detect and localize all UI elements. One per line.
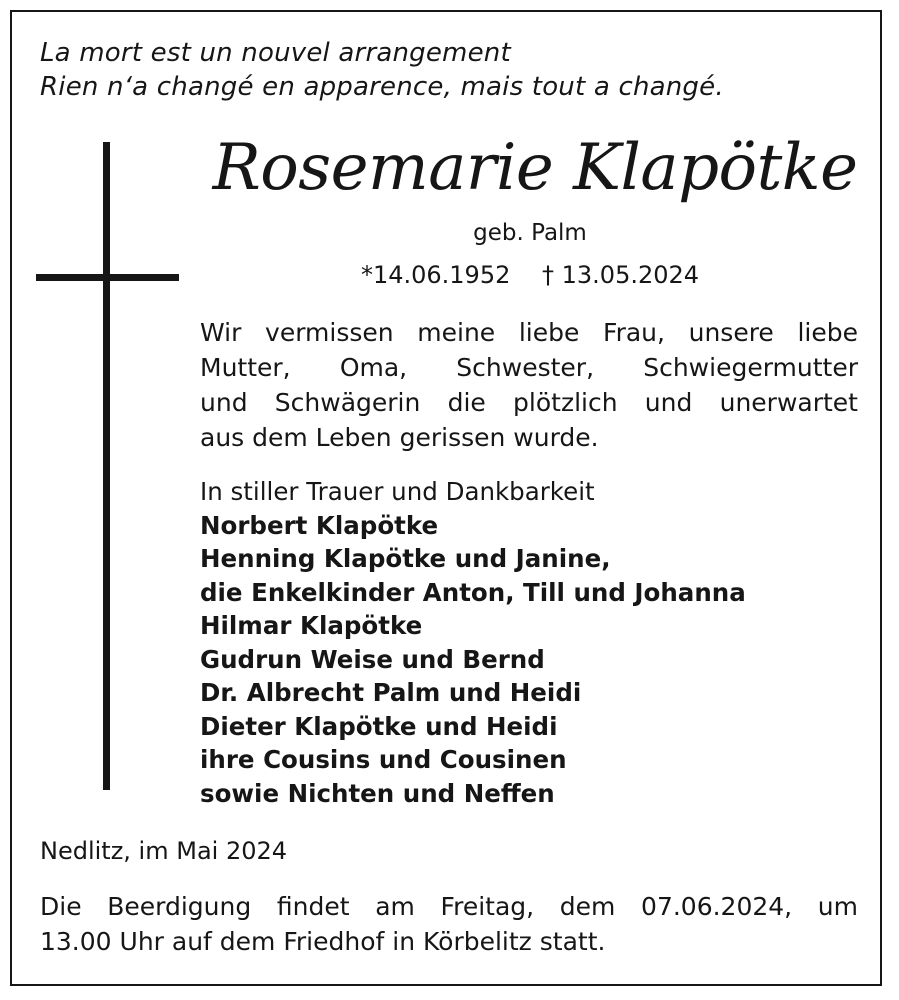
mourners-list xyxy=(200,475,870,810)
cross-icon-vertical-bar xyxy=(103,142,110,790)
birth-name: geb. Palm xyxy=(473,220,587,246)
message-line: aus dem Leben gerissen wurde. xyxy=(200,423,599,452)
mourner-name: Hilmar Klapötke xyxy=(200,611,423,640)
mourner-name: ihre Cousins und Cousinen xyxy=(200,745,567,774)
mourners-intro: In stiller Trauer und Dankbarkeit xyxy=(200,477,595,506)
motto-line-2: Rien n‘a changé en apparence, mais tout a changé. xyxy=(40,72,724,102)
mourner-name: Dr. Albrecht Palm und Heidi xyxy=(200,678,582,707)
mourner-name: Norbert Klapötke xyxy=(200,510,439,540)
mourner-name: die Enkelkinder Anton, Till und Johanna xyxy=(200,577,746,607)
message-line: Wir vermissen meine liebe Frau, unsere liebe xyxy=(200,318,858,347)
mourner-name: Dieter Klapötke und Heidi xyxy=(200,711,558,741)
message-line: und Schwägerin die plötzlich und unerwartet xyxy=(200,388,858,417)
funeral-line-2: 13.00 Uhr auf dem Friedhof in Körbelitz statt. xyxy=(40,927,606,956)
mourner-name: sowie Nichten und Neffen xyxy=(200,778,555,808)
motto-line-1: La mort est un nouvel arrangement xyxy=(40,38,511,68)
mourner-name: Henning Klapötke und Janine, xyxy=(200,544,611,573)
death-date: † 13.05.2024 xyxy=(542,261,700,289)
place-and-date: Nedlitz, im Mai 2024 xyxy=(40,837,288,865)
birth-date: *14.06.1952 xyxy=(360,261,511,289)
mourning-message xyxy=(200,315,858,455)
message-line: Mutter, Oma, Schwester, Schwiegermutter xyxy=(200,353,858,382)
funeral-line-1: Die Beerdigung findet am Freitag, dem 07.06.2024, um xyxy=(40,892,858,921)
life-dates xyxy=(290,258,770,292)
deceased-name: Rosemarie Klapötke xyxy=(212,131,858,205)
funeral-notice xyxy=(40,889,858,959)
mourner-name: Gudrun Weise und Bernd xyxy=(200,644,545,674)
motto-quote xyxy=(40,36,724,104)
cross-icon-horizontal-bar xyxy=(36,274,179,281)
